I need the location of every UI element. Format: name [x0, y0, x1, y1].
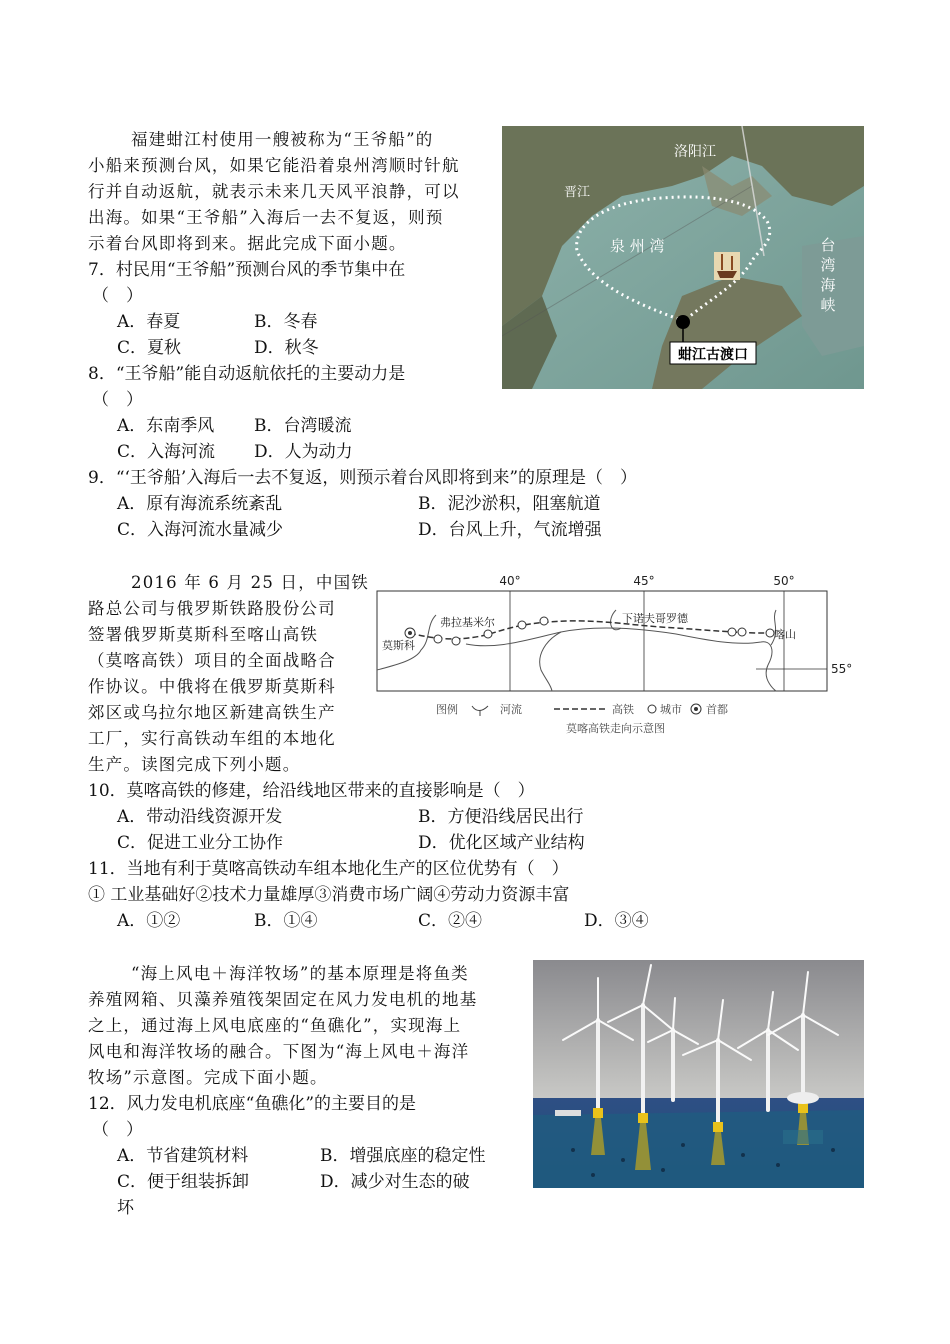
option-d: D．优化区域产业结构	[418, 833, 585, 853]
option-c: C．夏秋	[117, 338, 182, 358]
option-b: B．冬春	[254, 312, 318, 332]
legend-title: 图例	[436, 703, 458, 716]
longitude-45-label: 45°	[633, 574, 655, 588]
question-9-stem: 9．“‘王爷船’入海后一去不复返，则预示着台风即将到来”的原理是（ ）	[88, 468, 638, 488]
intro-line: 福建蚶江村使用一艘被称为“王爷船”的	[131, 130, 434, 149]
strait-label: 湾	[820, 256, 836, 274]
option-b: B．①④	[254, 911, 318, 931]
intro-line: 作协议。中俄将在俄罗斯莫斯科	[88, 677, 336, 696]
intro-line: 之上，通过海上风电底座的“鱼礁化”，实现海上	[88, 1016, 462, 1035]
intro-line: 行并自动返航，就表示未来几天风平浪静，可以	[88, 182, 460, 201]
option-d: D．人为动力	[254, 442, 353, 462]
intro-line: 郊区或乌拉尔地区新建高铁生产	[88, 703, 336, 722]
option-b: B．泥沙淤积，阻塞航道	[418, 494, 601, 514]
longitude-50-label: 50°	[773, 574, 795, 588]
latitude-55-label: 55°	[831, 662, 853, 676]
option-a: A．带动沿线资源开发	[117, 807, 283, 827]
strait-label: 海	[820, 276, 836, 294]
question-10-stem: 10．莫喀高铁的修建，给沿线地区带来的直接影响是（ ）	[88, 781, 535, 801]
question-11-items: ① 工业基础好②技术力量雄厚③消费市场广阔④劳动力资源丰富	[88, 885, 570, 905]
legend-rail-label: 高铁	[612, 703, 634, 716]
option-d: D．秋冬	[254, 338, 319, 358]
strait-label: 峡	[820, 296, 836, 314]
option-a: A．节省建筑材料	[117, 1146, 249, 1166]
option-a: A．春夏	[117, 312, 181, 332]
option-b: B．方便沿线居民出行	[418, 807, 584, 827]
question-11-stem: 11．当地有利于莫喀高铁动车组本地化生产的区位优势有（ ）	[88, 859, 569, 879]
intro-line: 路总公司与俄罗斯铁路股份公司	[88, 599, 336, 618]
intro-line: 示着台风即将到来。据此完成下面小题。	[88, 234, 407, 253]
legend-city-label: 城市	[660, 703, 682, 716]
question-12-stem: 12．风力发电机底座“鱼礁化”的主要目的是	[88, 1094, 417, 1114]
answer-paren: （ ）	[92, 286, 143, 306]
option-d: D．台风上升，气流增强	[418, 520, 602, 540]
ferry-label: 蚶江古渡口	[678, 347, 748, 363]
legend-capital-label: 首都	[706, 703, 728, 716]
option-a: A．原有海流系统紊乱	[117, 494, 283, 514]
answer-paren: （ ）	[92, 390, 143, 410]
option-b: B．台湾暖流	[254, 416, 352, 436]
bay-label: 泉 州 湾	[610, 237, 665, 255]
option-c: C．促进工业分工协作	[117, 833, 284, 853]
intro-line: 工厂，实行高铁动车组的本地化	[88, 729, 336, 748]
option-b: B．增强底座的稳定性	[320, 1146, 486, 1166]
railway-map	[376, 570, 856, 745]
intro-line: 生产。读图完成下列小题。	[88, 755, 301, 774]
luoyang-river-label: 洛阳江	[674, 144, 716, 160]
intro-line: （莫喀高铁）项目的全面战略合	[88, 651, 336, 670]
option-a: A．东南季风	[117, 416, 215, 436]
jinjiang-label: 晋江	[564, 185, 591, 200]
option-c: C．便于组装拆卸	[117, 1172, 250, 1192]
intro-line: 牧场”示意图。完成下面小题。	[88, 1068, 328, 1087]
legend-river-label: 河流	[500, 703, 522, 716]
intro-line: 小船来预测台风，如果它能沿着泉州湾顺时针航	[88, 156, 460, 175]
question-7-stem: 7．村民用“王爷船”预测台风的季节集中在	[88, 260, 406, 280]
intro-line: 2016 年 6 月 25 日，中国铁	[131, 573, 370, 592]
intro-line: 出海。如果“王爷船”入海后一去不复返，则预	[88, 208, 444, 227]
question-8-stem: 8．“王爷船”能自动返航依托的主要动力是	[88, 364, 406, 384]
option-a: A．①②	[117, 911, 181, 931]
intro-line: “海上风电＋海洋牧场”的基本原理是将鱼类	[131, 964, 469, 983]
city-kazan-label: 喀山	[774, 628, 796, 641]
answer-paren: （ ）	[92, 1120, 143, 1140]
option-d-continued: 坏	[117, 1198, 134, 1218]
intro-line: 签署俄罗斯莫斯科至喀山高铁	[88, 625, 319, 644]
intro-line: 风电和海洋牧场的融合。下图为“海上风电＋海洋	[88, 1042, 470, 1061]
option-c: C．入海河流水量减少	[117, 520, 284, 540]
option-d: D．减少对生态的破	[320, 1172, 470, 1192]
longitude-40-label: 40°	[499, 574, 521, 588]
city-nizhny-label: 下诺夫哥罗德	[622, 612, 688, 625]
strait-label: 台	[820, 236, 836, 254]
city-vladimir-label: 弗拉基米尔	[440, 616, 495, 629]
option-c: C．②④	[418, 911, 483, 931]
intro-line: 养殖网箱、贝藻养殖筏架固定在风力发电机的地基	[88, 990, 478, 1009]
option-d: D．③④	[584, 911, 649, 931]
option-c: C．入海河流	[117, 442, 216, 462]
quanzhou-bay-map	[502, 126, 864, 389]
city-moscow-label: 莫斯科	[382, 639, 415, 652]
wind-farm-illustration	[533, 960, 864, 1188]
map-caption: 莫喀高铁走向示意图	[566, 722, 665, 735]
